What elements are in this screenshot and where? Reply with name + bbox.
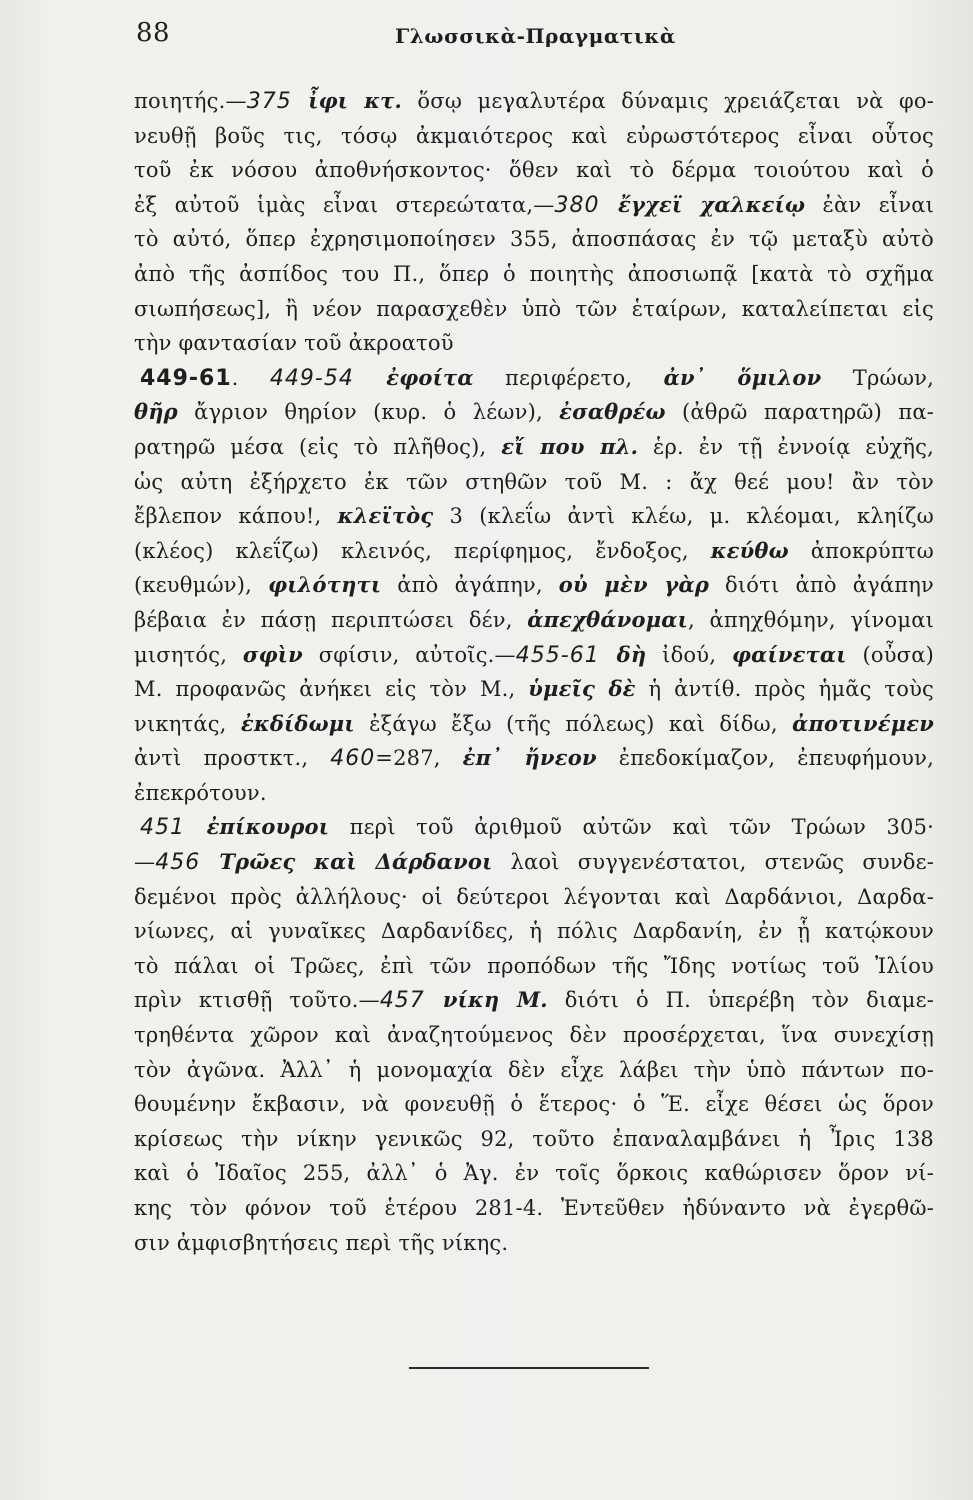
- line-segment: σιωπήσεως], ἢ νέον παρασχεθὲν ὑπὸ τῶν ἑταίρων, καταλείπεται εἰς: [134, 296, 934, 321]
- line-segment: ἡ ἀντίθ. πρὸς ἡμᾶς τοὺς: [635, 677, 934, 702]
- line-segment: καὶ ὁ Ἰδαῖος 255, ἀλλ᾽ ὁ Ἀγ. ἐν τοῖς ὅρκοις καθώρισεν ὅρον νί-: [134, 1161, 934, 1186]
- line-segment: ἐὰν εἶναι: [805, 192, 934, 217]
- lemma: ἐκδίδωμι: [240, 710, 355, 736]
- text-line: [134, 707, 934, 742]
- lemma: ἀπεχθάνομαι: [527, 606, 688, 632]
- text-line: [134, 1226, 934, 1261]
- line-segment: ἐπεκρότουν.: [134, 780, 267, 805]
- line-segment: ἀποκρύπτω: [788, 538, 934, 563]
- line-segment: τὴν φαντασίαν τοῦ ἀκροατοῦ: [134, 331, 454, 356]
- commentary-text: [134, 84, 934, 1260]
- text-line: [134, 1087, 934, 1122]
- line-segment: =287,: [375, 746, 463, 771]
- lemma: ἐσαθρέω: [559, 399, 666, 425]
- lemma: εἴ που πλ.: [501, 433, 639, 459]
- lemma: νίκη Μ.: [442, 987, 548, 1013]
- line-segment: ἐπεδοκίμαζον, ἐπευφήμουν,: [596, 746, 934, 771]
- text-line: [134, 1156, 934, 1191]
- line-segment: , ἀπηχθόμην, γίνομαι: [687, 607, 934, 632]
- line-segment: περιφέρετο,: [473, 365, 664, 390]
- line-segment: τὸ αὐτό, ὅπερ ἐχρησιμοποίησεν 355, ἀποσπάσας ἐν τῷ μεταξὺ αὐτὸ: [134, 227, 934, 252]
- running-head: Γλωσσικὰ-Πραγματικὰ: [395, 24, 676, 48]
- text-line: [134, 465, 934, 500]
- lemma: ἶφι κτ.: [308, 88, 402, 113]
- verse-reference: 451: [140, 815, 207, 841]
- line-segment: τὸν ἀγῶνα. Ἀλλ᾽ ἡ μονομαχία δὲν εἶχε λάβει τὴν ὑπὸ πάντων πο-: [134, 1057, 934, 1082]
- lemma: φιλότητι: [268, 572, 382, 598]
- text-line: [134, 949, 934, 984]
- line-segment: θουμένην ἔκβασιν, νὰ φονευθῇ ὁ ἕτερος· ὁ Ἕ. εἶχε θέσει ὡς ὅρον: [134, 1092, 934, 1117]
- text-line: [134, 257, 934, 292]
- line-segment: (κευθμών),: [134, 573, 269, 598]
- lemma: ἐπ᾽ ἤνεον: [462, 745, 597, 771]
- text-line: [134, 1122, 934, 1157]
- line-segment: λαοὶ συγγενέστατοι, στενῶς συνδε-: [492, 850, 934, 875]
- text-line: [134, 361, 934, 396]
- line-segment: ἀπὸ ἀγάπην,: [381, 573, 559, 598]
- line-segment: ἔβλεπον κάπου!,: [134, 504, 338, 529]
- line-segment: τὸ πάλαι οἱ Τρῶες, ἐπὶ τῶν προπόδων τῆς Ἴδης νοτίως τοῦ Ἰλίου: [134, 953, 934, 978]
- line-segment: τρηθέντα χῶρον καὶ ἀναζητούμενος δὲν προσέρχεται, ἵνα συνεχίσῃ: [134, 1023, 934, 1048]
- line-segment: ἐξ αὐτοῦ ἱμὰς εἶναι στερεώτατα,—: [134, 192, 555, 217]
- page-header: [0, 16, 973, 52]
- verse-reference: 460: [330, 746, 376, 772]
- line-segment: Τρώων,: [821, 365, 934, 390]
- text-line: [134, 534, 934, 569]
- lemma: οὐ μὲν γὰρ: [558, 572, 709, 598]
- page-number: 88: [136, 18, 171, 48]
- text-line: [134, 776, 934, 811]
- line-segment: ἑρ. ἐν τῇ ἐννοίᾳ εὐχῆς,: [638, 434, 934, 459]
- text-line: [134, 326, 934, 361]
- verse-reference: 375: [246, 89, 309, 114]
- line-segment: σφίσιν, αὐτοῖς.—: [302, 642, 516, 667]
- lemma: θῆρ: [134, 399, 178, 425]
- line-segment: ἰδού,: [646, 642, 732, 667]
- text-line: [134, 1053, 934, 1088]
- text-line: [134, 741, 934, 776]
- line-segment: (οὖσα): [846, 642, 934, 667]
- line-segment: διότι ὁ Π. ὑπερέβη τὸν διαμε-: [547, 988, 934, 1013]
- verse-reference: 455-61: [515, 642, 617, 668]
- text-line: [134, 395, 934, 430]
- line-segment: ἀπὸ τῆς ἀσπίδος του Π., ὅπερ ὁ ποιητὴς ἀποσιωπᾷ [κατὰ τὸ σχῆμα: [134, 261, 934, 286]
- line-segment: μισητός,: [134, 642, 243, 667]
- text-line: [134, 914, 934, 949]
- text-line: [134, 1018, 934, 1053]
- lemma: κεύθω: [710, 537, 789, 563]
- lemma: κλεϊτὸς: [337, 503, 434, 529]
- lemma: ἐφοίτα: [386, 364, 474, 390]
- text-line: [134, 568, 934, 603]
- lemma: ἀποτινέμεν: [792, 710, 934, 736]
- line-segment: τοῦ ἐκ νόσου ἀποθνήσκοντος· ὅθεν καὶ τὸ δέρμα τοιούτου καὶ ὁ: [134, 158, 934, 183]
- lemma: δὴ: [616, 641, 647, 667]
- closing-rule: [409, 1367, 649, 1369]
- verse-reference: 380: [554, 192, 618, 218]
- text-line: [134, 153, 934, 188]
- verse-reference: 456: [155, 850, 220, 876]
- lemma: Τρῶες καὶ Δάρδανοι: [219, 849, 493, 875]
- line-segment: (κλέος) κλεΐζω) κλεινός, περίφημος, ἔνδοξος,: [134, 538, 711, 563]
- text-line: [134, 222, 934, 257]
- line-segment: κρίσεως τὴν νίκην γενικῶς 92, τοῦτο ἐπαναλαμβάνει ἡ Ἶρις 138: [134, 1126, 934, 1151]
- line-segment: .: [231, 365, 270, 390]
- line-segment: δεμένοι πρὸς ἀλλήλους· οἱ δεύτεροι λέγονται καὶ Δαρδάνιοι, Δαρδα-: [134, 884, 934, 909]
- line-segment: ἀντὶ προστκτ.,: [134, 746, 331, 771]
- text-line: [134, 672, 934, 707]
- text-line: [134, 845, 934, 880]
- lemma: ἔγχεϊ χαλκείῳ: [618, 191, 806, 217]
- text-line: [134, 810, 934, 845]
- text-line: [134, 638, 934, 673]
- line-segment: Μ. προφανῶς ἀνήκει εἰς τὸν Μ.,: [134, 677, 529, 702]
- lemma: φαίνεται: [731, 641, 847, 667]
- line-segment: νευθῇ βοῦς τις, τόσῳ ἀκμαιότερος καὶ εὐρωστότερος εἶναι οὗτος: [134, 123, 934, 148]
- text-line: [134, 983, 934, 1018]
- line-segment: ἄγριον θηρίον (κυρ. ὁ λέων),: [177, 400, 560, 425]
- line-segment: ρατηρῶ μέσα (εἰς τὸ πλῆθος),: [134, 434, 502, 459]
- text-line: [134, 880, 934, 915]
- line-segment: ὡς αὐτη ἐξήρχετο ἐκ τῶν στηθῶν τοῦ Μ. : ἄχ θεέ μου! ἂν τὸν: [134, 469, 934, 494]
- text-line: [134, 1191, 934, 1226]
- text-line: [134, 430, 934, 465]
- verse-reference: 449-61: [140, 365, 232, 391]
- line-segment: κης τὸν φόνον τοῦ ἑτέρου 281-4. Ἐντεῦθεν ἠδύναντο νὰ ἐγερθῶ-: [134, 1196, 934, 1220]
- verse-reference: 449-54: [269, 365, 387, 391]
- text-line: [134, 119, 934, 154]
- text-line: [134, 603, 934, 638]
- text-line: [134, 188, 934, 223]
- text-line: [134, 499, 934, 534]
- line-segment: ποιητής.—: [134, 89, 247, 113]
- line-segment: νικητάς,: [134, 711, 241, 736]
- line-segment: (ἀθρῶ παρατηρῶ) πα-: [665, 400, 934, 425]
- line-segment: —: [134, 850, 156, 875]
- line-segment: βέβαια ἐν πάσῃ περιπτώσει δέν,: [134, 607, 528, 632]
- lemma: ὑμεῖς δὲ: [528, 676, 636, 702]
- line-segment: ὅσῳ μεγαλυτέρα δύναμις χρειάζεται νὰ φο-: [402, 89, 934, 113]
- text-line: [134, 84, 934, 119]
- line-segment: πρὶν κτισθῇ τοῦτο.—: [134, 988, 380, 1013]
- line-segment: διότι ἀπὸ ἀγάπην: [708, 573, 934, 598]
- lemma: ἀν᾽ ὅμιλον: [663, 364, 822, 390]
- line-segment: ἐξάγω ἔξω (τῆς πόλεως) καὶ δίδω,: [354, 711, 793, 736]
- verse-reference: 457: [379, 988, 443, 1014]
- lemma: σφὶν: [242, 641, 303, 667]
- line-segment: περὶ τοῦ ἀριθμοῦ αὐτῶν καὶ τῶν Τρώων 305·: [329, 815, 934, 840]
- line-segment: σιν ἀμφισβητήσεις περὶ τῆς νίκης.: [134, 1230, 509, 1255]
- line-segment: νίωνες, αἱ γυναῖκες Δαρδανίδες, ἡ πόλις Δαρδανίη, ἐν ᾗ κατῴκουν: [134, 919, 934, 944]
- lemma: ἐπίκουροι: [206, 814, 330, 840]
- text-line: [134, 292, 934, 327]
- line-segment: 3 (κλεΐω ἀντὶ κλέω, μ. κλέομαι, κληίζω: [433, 504, 934, 529]
